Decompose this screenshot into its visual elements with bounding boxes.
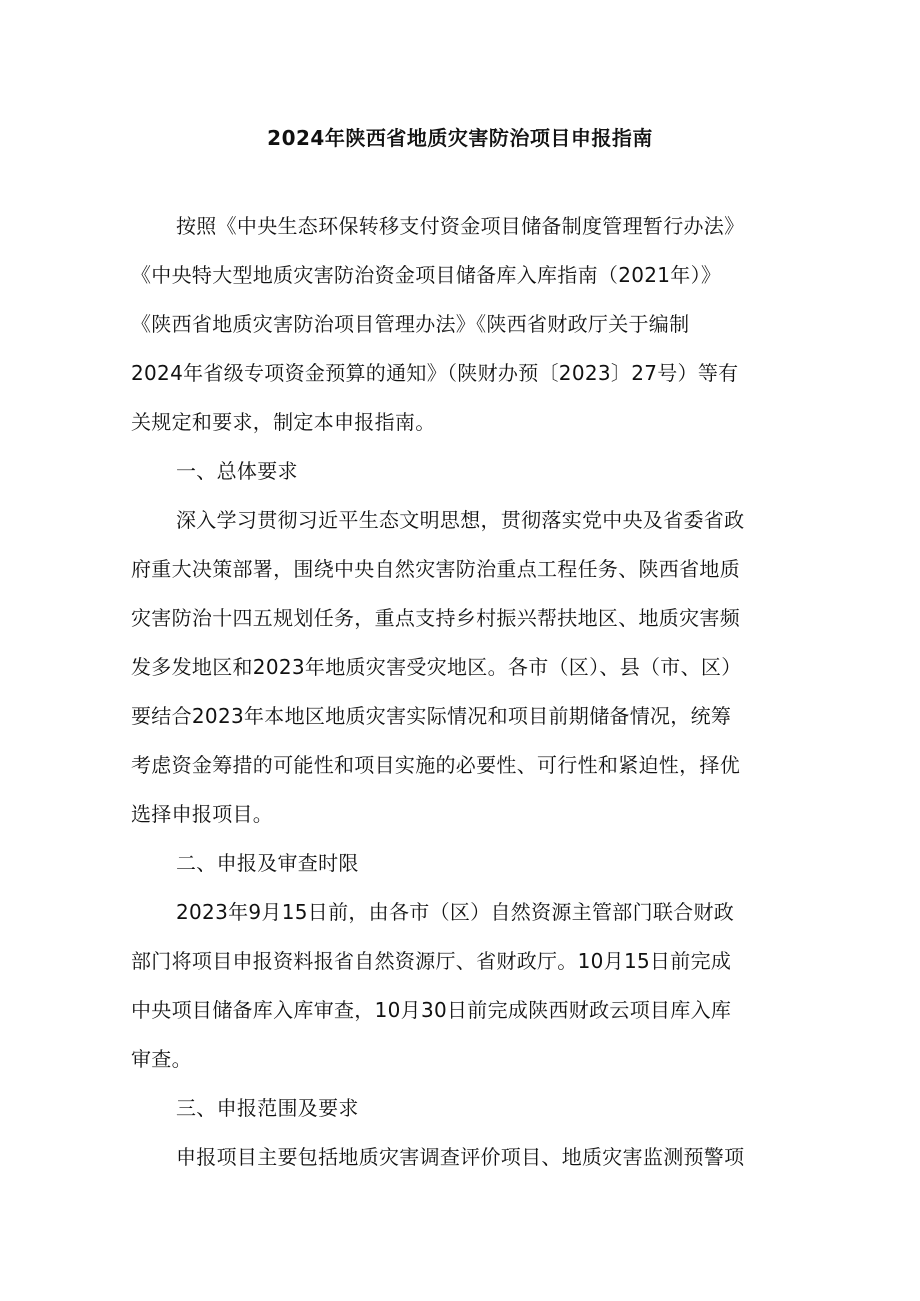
intro-line-4: 2024年省级专项资金预算的通知》（陕财办预〔2023〕27号）等有 (131, 361, 739, 385)
section1-line-3: 灾害防治十四五规划任务，重点支持乡村振兴帮扶地区、地质灾害频 (131, 606, 740, 630)
section1-line-5: 要结合2023年本地区地质灾害实际情况和项目前期储备情况，统筹 (131, 704, 732, 728)
section-heading-2: 二、申报及审查时限 (176, 851, 359, 875)
section2-line-1: 2023年9月15日前，由各市（区）自然资源主管部门联合财政 (176, 900, 735, 924)
intro-line-1: 按照《中央生态环保转移支付资金项目储备制度管理暂行办法》 (176, 214, 745, 238)
section1-line-1: 深入学习贯彻习近平生态文明思想，贯彻落实党中央及省委省政 (176, 508, 745, 532)
intro-line-3: 《陕西省地质灾害防治项目管理办法》《陕西省财政厅关于编制 (131, 312, 690, 336)
section2-line-3: 中央项目储备库入库审查，10月30日前完成陕西财政云项目库入库 (131, 998, 732, 1022)
section2-line-2: 部门将项目申报资料报省自然资源厅、省财政厅。10月15日前完成 (131, 949, 732, 973)
section1-line-7: 选择申报项目。 (131, 802, 274, 826)
section-heading-1: 一、总体要求 (176, 459, 298, 483)
section3-line-1: 申报项目主要包括地质灾害调查评价项目、地质灾害监测预警项 (176, 1145, 745, 1169)
section-heading-3: 三、申报范围及要求 (176, 1096, 359, 1120)
document-title: 2024年陕西省地质灾害防治项目申报指南 (267, 126, 653, 150)
intro-line-5: 关规定和要求，制定本申报指南。 (131, 410, 436, 434)
intro-line-2: 《中央特大型地质灾害防治资金项目储备库入库指南（2021年）》 (131, 263, 722, 287)
section1-line-6: 考虑资金筹措的可能性和项目实施的必要性、可行性和紧迫性，择优 (131, 753, 740, 777)
section2-line-4: 审查。 (131, 1047, 192, 1071)
section1-line-2: 府重大决策部署，围绕中央自然灾害防治重点工程任务、陕西省地质 (131, 557, 740, 581)
section1-line-4: 发多发地区和2023年地质灾害受灾地区。各市（区）、县（市、区） (131, 655, 742, 679)
